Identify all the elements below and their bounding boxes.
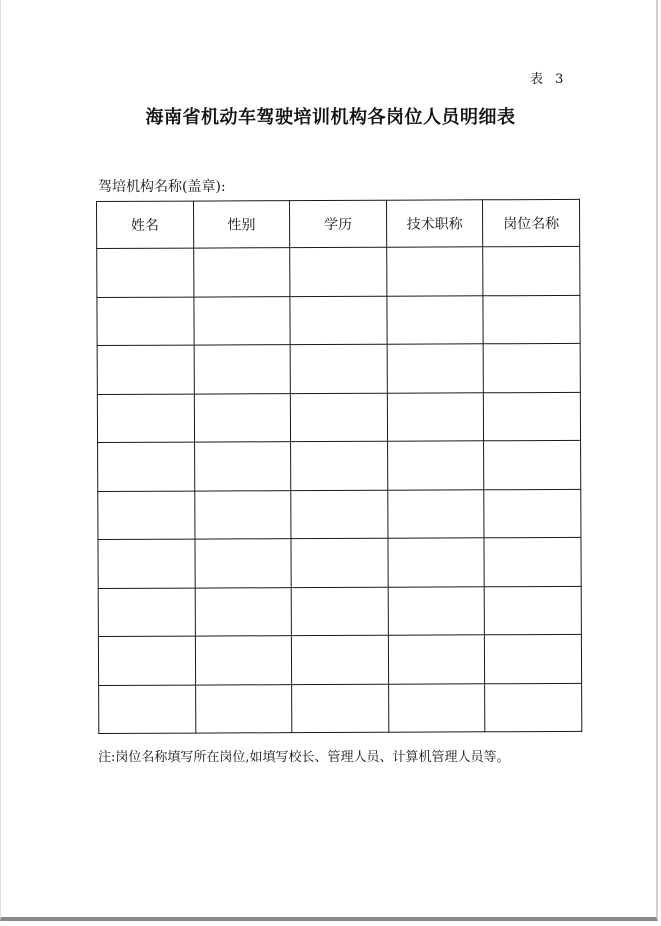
table-cell-name[interactable] — [98, 442, 195, 491]
table-cell-position[interactable] — [483, 295, 580, 344]
table-cell-education[interactable] — [291, 393, 388, 442]
table-cell-position[interactable] — [484, 489, 581, 538]
table-cell-name[interactable] — [97, 248, 194, 297]
table-cell-position[interactable] — [484, 440, 581, 489]
table-header-row — [97, 199, 580, 248]
table-cell-name[interactable] — [98, 636, 195, 685]
column-header-education: 学历 — [290, 200, 387, 247]
table-cell-education[interactable] — [291, 538, 388, 587]
table-cell-education[interactable] — [290, 247, 387, 296]
table-cell-gender[interactable] — [194, 345, 291, 394]
table-cell-education[interactable] — [290, 296, 387, 345]
table-cell-education[interactable] — [292, 635, 389, 684]
table-cell-position[interactable] — [485, 683, 582, 732]
table-cell-gender[interactable] — [194, 296, 291, 345]
table-cell-gender[interactable] — [194, 490, 291, 539]
table-cell-title[interactable] — [387, 441, 484, 490]
staff-table — [96, 199, 582, 734]
table-cell-name[interactable] — [97, 345, 194, 394]
table-cell-title[interactable] — [388, 538, 485, 587]
table-cell-title[interactable] — [388, 489, 485, 538]
table-cell-gender[interactable] — [194, 393, 291, 442]
page-title: 海南省机动车驾驶培训机构各岗位人员明细表 — [145, 107, 516, 128]
table-cell-education[interactable] — [291, 490, 388, 539]
table-cell-education[interactable] — [291, 441, 388, 490]
table-number: 表 3 — [530, 72, 568, 87]
column-header-name: 姓名 — [97, 201, 194, 248]
table-row — [97, 246, 580, 297]
table-row — [97, 343, 580, 394]
table-cell-title[interactable] — [387, 344, 484, 393]
table-row — [98, 537, 581, 588]
table-cell-position[interactable] — [484, 343, 581, 392]
org-name-label: 驾培机构名称(盖章): — [98, 179, 226, 195]
table-cell-name[interactable] — [97, 297, 194, 346]
table-row — [98, 440, 581, 491]
table-row — [99, 683, 582, 734]
table-cell-name[interactable] — [98, 588, 195, 637]
table-cell-position[interactable] — [485, 586, 582, 635]
table-cell-name[interactable] — [99, 685, 196, 734]
table-cell-title[interactable] — [387, 295, 484, 344]
footnote: 注:岗位名称填写所在岗位,如填写校长、管理人员、计算机管理人员等。 — [98, 750, 510, 765]
table-row — [97, 392, 580, 443]
table-body — [97, 246, 582, 733]
table-cell-position[interactable] — [483, 246, 580, 295]
column-header-position: 岗位名称 — [483, 199, 580, 246]
table-cell-name[interactable] — [98, 539, 195, 588]
table-cell-gender[interactable] — [193, 248, 290, 297]
table-row — [98, 586, 581, 637]
table-cell-position[interactable] — [484, 537, 581, 586]
table-cell-position[interactable] — [484, 392, 581, 441]
table-cell-gender[interactable] — [195, 587, 292, 636]
column-header-title: 技术职称 — [386, 200, 483, 247]
table-row — [97, 295, 580, 346]
table-cell-gender[interactable] — [195, 539, 292, 588]
table-cell-position[interactable] — [485, 634, 582, 683]
table-cell-name[interactable] — [98, 491, 195, 540]
table-cell-education[interactable] — [292, 684, 389, 733]
table-cell-title[interactable] — [388, 683, 485, 732]
table-cell-name[interactable] — [97, 394, 194, 443]
table-cell-gender[interactable] — [195, 684, 292, 733]
column-header-gender: 性别 — [193, 201, 290, 248]
table-cell-education[interactable] — [290, 344, 387, 393]
table-row — [98, 634, 581, 685]
table-cell-education[interactable] — [291, 587, 388, 636]
table-row — [98, 489, 581, 540]
table-cell-title[interactable] — [387, 392, 484, 441]
table-cell-gender[interactable] — [194, 442, 291, 491]
table-cell-title[interactable] — [386, 247, 483, 296]
table-cell-title[interactable] — [388, 586, 485, 635]
table-cell-gender[interactable] — [195, 636, 292, 685]
table-cell-title[interactable] — [388, 635, 485, 684]
